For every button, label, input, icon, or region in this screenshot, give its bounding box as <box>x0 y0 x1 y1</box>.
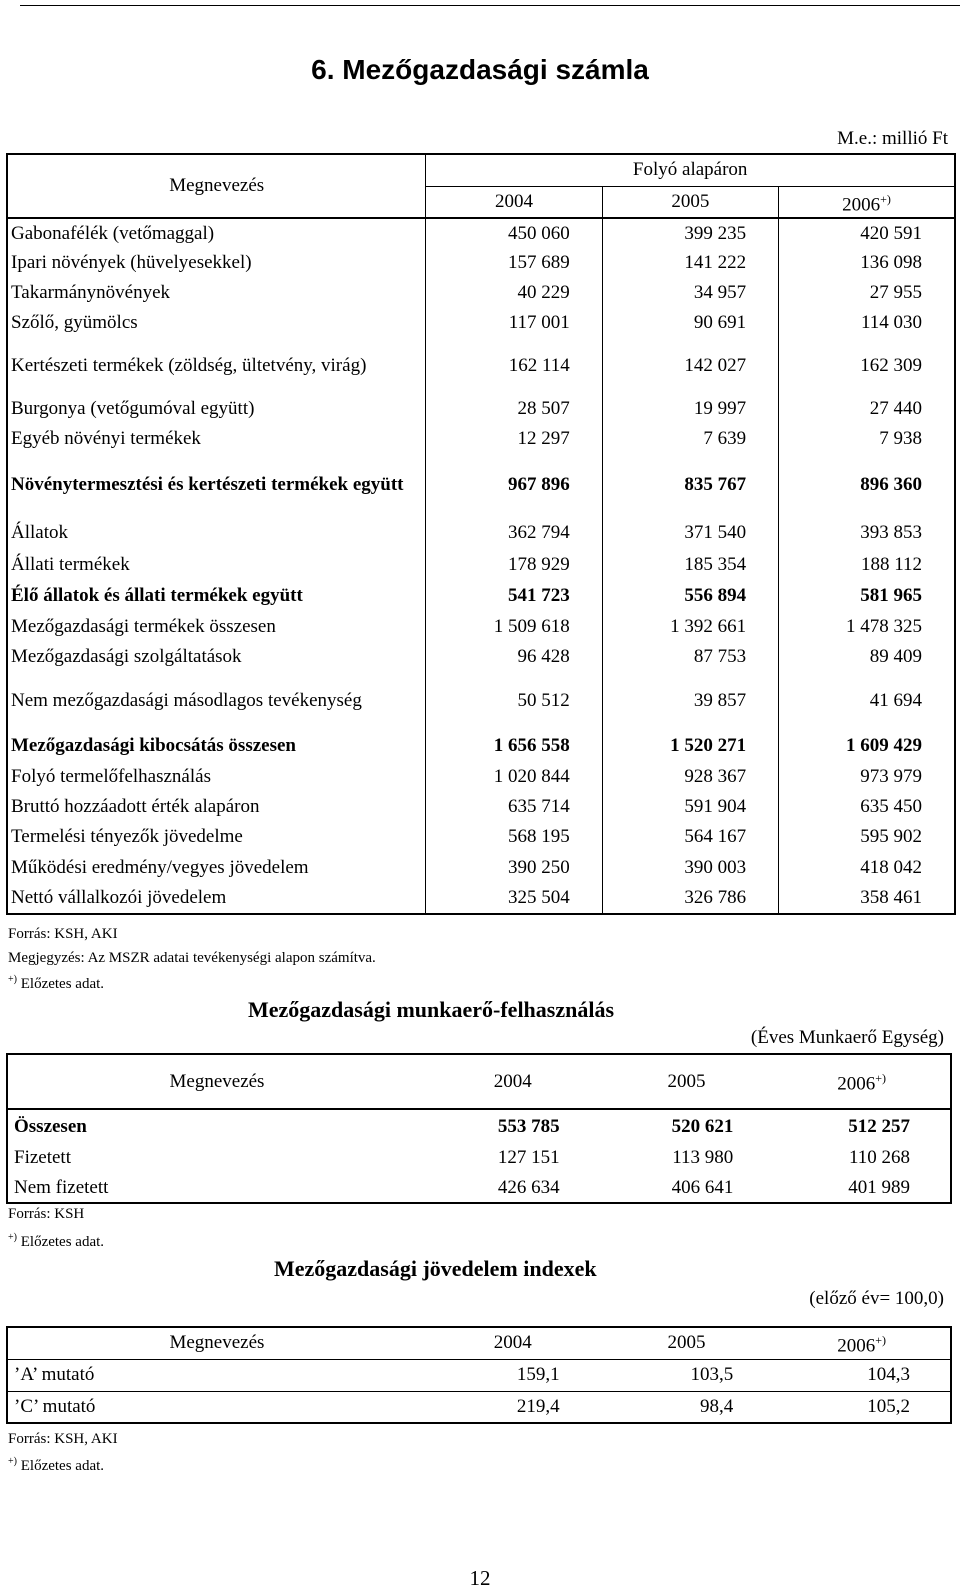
income-index-unit: (előző év= 100,0) <box>809 1288 944 1309</box>
table1-prelim-note: +) Előzetes adat. <box>8 974 105 992</box>
table-row: Burgonya (vetőgumóval együtt) 28 507 19 997 27 440 <box>7 394 955 424</box>
year-2005: 2005 <box>602 186 778 218</box>
table-row: ’A’ mutató 159,1 103,5 104,3 <box>7 1359 951 1391</box>
table-row: Állati termékek 178 929 185 354 188 112 <box>7 550 955 580</box>
table-row: Bruttó hozzáadott érték alapáron 635 714 591 904 635 450 <box>7 792 955 822</box>
table-row: Működési eredmény/vegyes jövedelem 390 250 390 003 418 042 <box>7 852 955 883</box>
header-row: Megnevezés 2004 2005 2006+) <box>169 1332 887 1357</box>
table-row: Nem fizetett 426 634 406 641 401 989 <box>14 1176 910 1198</box>
labor-unit: (Éves Munkaerő Egység) <box>750 1027 944 1048</box>
table-row-total: Összesen 553 785 520 621 512 257 <box>7 1109 951 1143</box>
income-index-title: Mezőgazdasági jövedelem indexek <box>274 1256 597 1281</box>
table-row: Ipari növények (hüvelyesekkel) 157 689 141 222 136 098 <box>7 248 955 278</box>
table2-prelim-note: +) Előzetes adat. <box>8 1232 105 1250</box>
table1-source: Forrás: KSH, AKI <box>8 926 118 942</box>
table-row: Mezőgazdasági termékek összesen 1 509 618 1 392 661 1 478 325 <box>7 612 955 642</box>
table-row: Nem mezőgazdasági másodlagos tevékenység 50 512 39 857 41 694 <box>7 672 955 730</box>
table-row: Termelési tényezők jövedelme 568 195 564 167 595 902 <box>7 822 955 852</box>
table-row: Szőlő, gyümölcs 117 001 90 691 114 030 <box>7 308 955 338</box>
agri-account-table <box>6 153 956 915</box>
table1-unit: M.e.: millió Ft <box>837 128 948 149</box>
year-2006: 2006+) <box>779 186 955 218</box>
table-row: Mezőgazdasági szolgáltatások 96 428 87 753 89 409 <box>7 642 955 672</box>
header-group: Folyó alapáron <box>426 154 955 186</box>
table-row: ’C’ mutató 219,4 98,4 105,2 <box>7 1391 951 1423</box>
table-row: Kertészeti termékek (zöldség, ültetvény, virág) 162 114 142 027 162 309 <box>7 338 955 394</box>
table-row: Takarmánynövények 40 229 34 957 27 955 <box>7 278 955 308</box>
table-row: Nettó vállalkozói jövedelem 325 504 326 786 358 461 <box>7 883 955 914</box>
table-row: Gabonafélék (vetőmaggal) 450 060 399 235 420 591 <box>7 218 955 248</box>
table-row-total: Mezőgazdasági kibocsátás összesen 1 656 558 1 520 271 1 609 429 <box>7 730 955 762</box>
table1-remark: Megjegyzés: Az MSZR adatai tevékenységi alapon számítva. <box>8 950 376 966</box>
table-row-subtotal: Növénytermesztési és kertészeti termékek együtt 967 896 835 767 896 360 <box>7 454 955 516</box>
header-name: Megnevezés <box>169 175 265 196</box>
table-row: Egyéb növényi termékek 12 297 7 639 7 938 <box>7 424 955 454</box>
table3-source: Forrás: KSH, AKI <box>8 1431 118 1447</box>
table-row-subtotal: Élő állatok és állati termékek együtt 541 723 556 894 581 965 <box>7 580 955 612</box>
year-2004: 2004 <box>426 186 602 218</box>
labor-title: Mezőgazdasági munkaerő-felhasználás <box>248 997 615 1022</box>
page-title: 6. Mezőgazdasági számla <box>311 54 649 85</box>
table-row: Folyó termelőfelhasználás 1 020 844 928 367 973 979 <box>7 762 955 792</box>
table3-prelim-note: +) Előzetes adat. <box>8 1456 105 1474</box>
page-number: 12 <box>469 1566 491 1590</box>
income-index-table <box>6 1326 952 1424</box>
table2-source: Forrás: KSH <box>8 1206 85 1222</box>
table-row: Fizetett 127 151 113 980 110 268 <box>14 1147 910 1168</box>
labor-table <box>6 1053 952 1204</box>
top-rule <box>20 5 960 6</box>
table-row: Állatok 362 794 371 540 393 853 <box>7 516 955 550</box>
header-row: Megnevezés 2004 2005 2006+) <box>169 1070 887 1095</box>
